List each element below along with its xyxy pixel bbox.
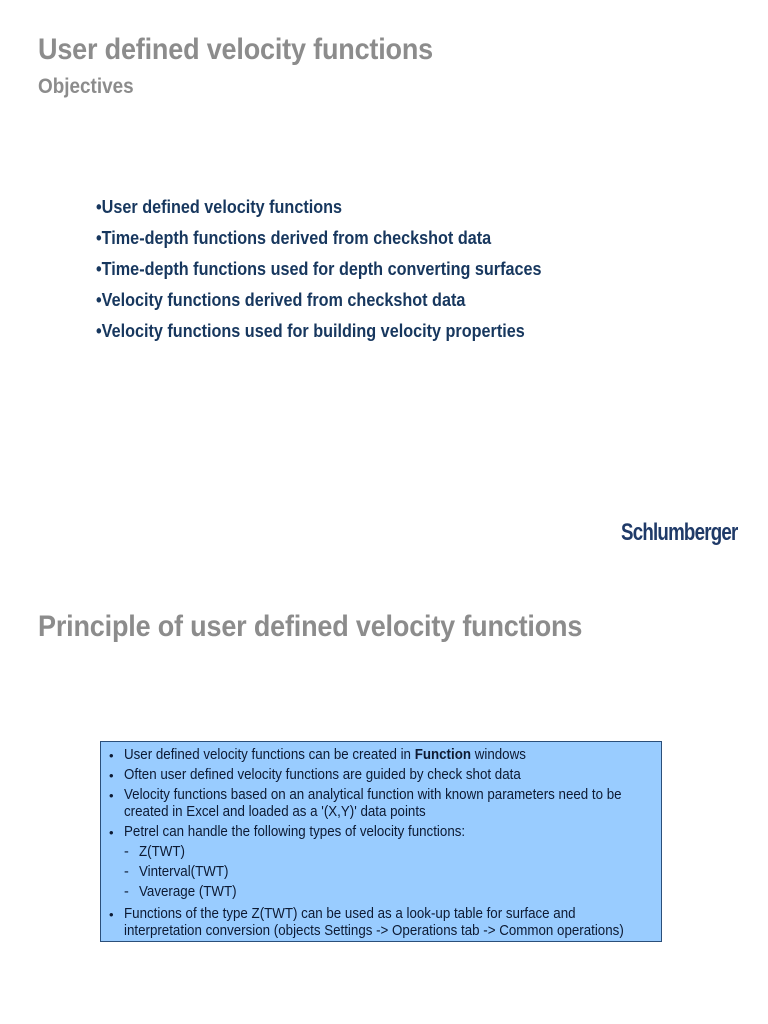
bullet-dot-icon: • [109, 788, 114, 803]
objective-item: •Velocity functions derived from checkshot data [96, 290, 466, 310]
info-bullet [109, 824, 655, 901]
info-bullet [109, 906, 655, 940]
slide-principle [0, 580, 768, 1024]
info-bullet [109, 747, 655, 764]
velocity-type-item: - Vaverage (TWT) [124, 884, 237, 900]
bullet-dot-icon: • [109, 768, 114, 783]
slide-title: Principle of user defined velocity functions [38, 610, 583, 643]
info-bullet [109, 767, 655, 784]
info-text: User defined velocity functions can be created in [124, 747, 415, 763]
slide-title: User defined velocity functions [38, 33, 434, 66]
objective-item: •Velocity functions used for building velocity properties [96, 321, 525, 341]
info-text: Functions of the type Z(TWT) can be used as a look-up table for surface and [124, 906, 576, 922]
function-keyword: Function [414, 747, 472, 763]
dash-icon: - [124, 864, 129, 880]
objective-item: •Time-depth functions derived from checkshot data [96, 228, 492, 248]
velocity-type-item: - Z(TWT) [124, 844, 185, 860]
slide-subtitle: Objectives [38, 75, 134, 98]
schlumberger-logo: Schlumberger [621, 519, 738, 546]
info-bullet [109, 787, 655, 821]
info-text: Petrel can handle the following types of velocity functions: [124, 824, 466, 840]
velocity-types-list [124, 844, 655, 901]
info-text: Often user defined velocity functions are guided by check shot data [124, 767, 521, 783]
info-box [100, 741, 662, 942]
info-bullet-list [109, 747, 655, 940]
info-text: windows [471, 747, 526, 763]
info-text: created in Excel and loaded as a '(X,Y)' data points [124, 804, 426, 820]
info-text: Velocity functions based on an analytical function with known parameters need to be [124, 787, 622, 803]
bullet-dot-icon: • [109, 748, 114, 763]
objective-item: •User defined velocity functions [96, 197, 343, 217]
objective-item: •Time-depth functions used for depth converting surfaces [96, 259, 542, 279]
dash-icon: - [124, 884, 129, 900]
bullet-dot-icon: • [109, 825, 114, 840]
velocity-type-item: - Vinterval(TWT) [124, 864, 229, 880]
objectives-list [96, 194, 591, 349]
info-text: interpretation conversion (objects Settings -> Operations tab -> Common operations) [124, 923, 624, 939]
bullet-dot-icon: • [109, 907, 114, 922]
dash-icon: - [124, 844, 129, 860]
